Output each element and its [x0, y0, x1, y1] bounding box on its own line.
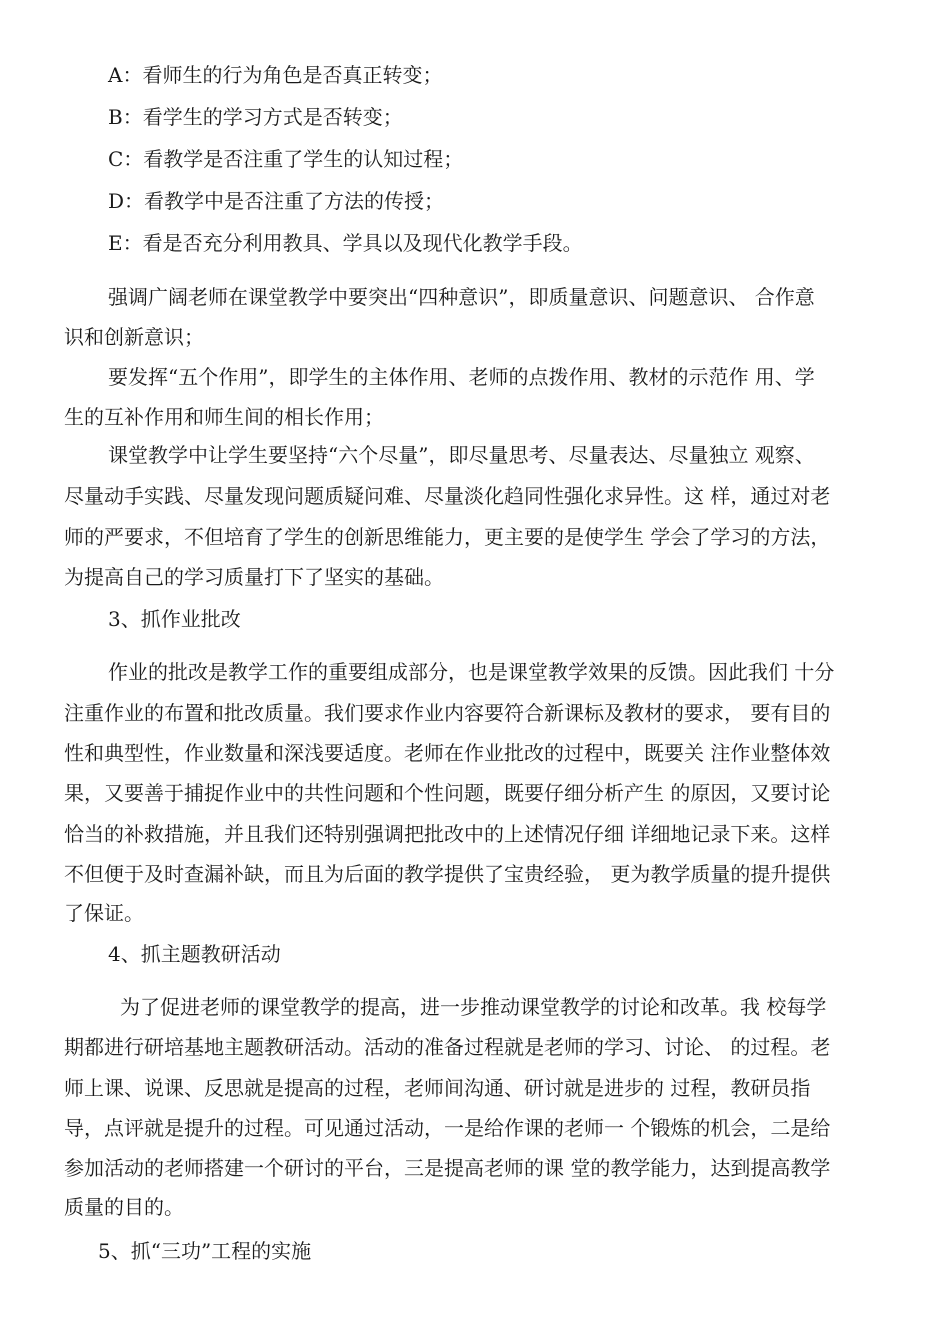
- para-homework-line: 了保证。: [64, 901, 144, 925]
- para-six-efforts-line: 课堂教学中让学生要坚持“六个尽量”，即尽量思考、尽量表达、尽量独立 观察、: [108, 443, 815, 467]
- criteria-item-a: A：看师生的行为角色是否真正转变；: [108, 63, 443, 87]
- para-four-awareness-line: 识和创新意识；: [64, 325, 204, 349]
- criteria-item-c: C：看教学是否注重了学生的认知过程；: [108, 147, 464, 171]
- section-heading-teaching-research: 4、抓主题教研活动: [108, 942, 281, 966]
- para-homework-line: 恰当的补救措施，并且我们还特别强调把批改中的上述情况仔细 详细地记录下来。这样: [64, 822, 831, 846]
- para-homework-line: 性和典型性，作业数量和深浅要适度。老师在作业批改的过程中，既要关 注作业整体效: [64, 741, 831, 765]
- para-teaching-research-line: 师上课、说课、反思就是提高的过程，老师间沟通、研讨就是进步的 过程，教研员指: [64, 1076, 811, 1100]
- para-teaching-research-line: 质量的目的。: [64, 1195, 184, 1219]
- para-four-awareness-line: 强调广阔老师在课堂教学中要突出“四种意识”，即质量意识、问题意识、 合作意: [108, 285, 815, 309]
- para-five-roles-line: 生的互补作用和师生间的相长作用；: [64, 405, 384, 429]
- criteria-item-e: E：看是否充分利用教具、学具以及现代化教学手段。: [108, 231, 583, 255]
- para-homework-line: 不但便于及时查漏补缺，而且为后面的教学提供了宝贵经验， 更为教学质量的提升提供: [64, 862, 831, 886]
- para-six-efforts-line: 为提高自己的学习质量打下了坚实的基础。: [64, 565, 444, 589]
- para-teaching-research-line: 期都进行研培基地主题教研活动。活动的准备过程就是老师的学习、讨论、 的过程。老: [64, 1035, 831, 1059]
- para-five-roles-line: 要发挥“五个作用”，即学生的主体作用、老师的点拨作用、教材的示范作 用、学: [108, 365, 815, 389]
- para-homework-line: 注重作业的布置和批改质量。我们要求作业内容要符合新课标及教材的要求， 要有目的: [64, 701, 831, 725]
- para-six-efforts-line: 尽量动手实践、尽量发现问题质疑问难、尽量淡化趋同性强化求异性。这 样，通过对老: [64, 484, 831, 508]
- criteria-item-b: B：看学生的学习方式是否转变；: [108, 105, 403, 129]
- para-teaching-research-line: 导，点评就是提升的过程。可见通过活动，一是给作课的老师一 个锻炼的机会，二是给: [64, 1116, 831, 1140]
- para-six-efforts-line: 师的严要求，不但培育了学生的创新思维能力，更主要的是使学生 学会了学习的方法，: [64, 525, 831, 549]
- section-heading-homework: 3、抓作业批改: [108, 607, 241, 631]
- section-heading-three-skills: 5、抓“三功”工程的实施: [98, 1239, 312, 1263]
- para-homework-line: 果，又要善于捕捉作业中的共性问题和个性问题，既要仔细分析产生 的原因，又要讨论: [64, 781, 831, 805]
- para-teaching-research-line: 为了促进老师的课堂教学的提高，进一步推动课堂教学的讨论和改革。我 校每学: [120, 995, 827, 1019]
- criteria-item-d: D：看教学中是否注重了方法的传授；: [108, 189, 445, 213]
- para-homework-line: 作业的批改是教学工作的重要组成部分，也是课堂教学效果的反馈。因此我们 十分: [108, 660, 835, 684]
- para-teaching-research-line: 参加活动的老师搭建一个研讨的平台，三是提高老师的课 堂的教学能力，达到提高教学: [64, 1156, 831, 1180]
